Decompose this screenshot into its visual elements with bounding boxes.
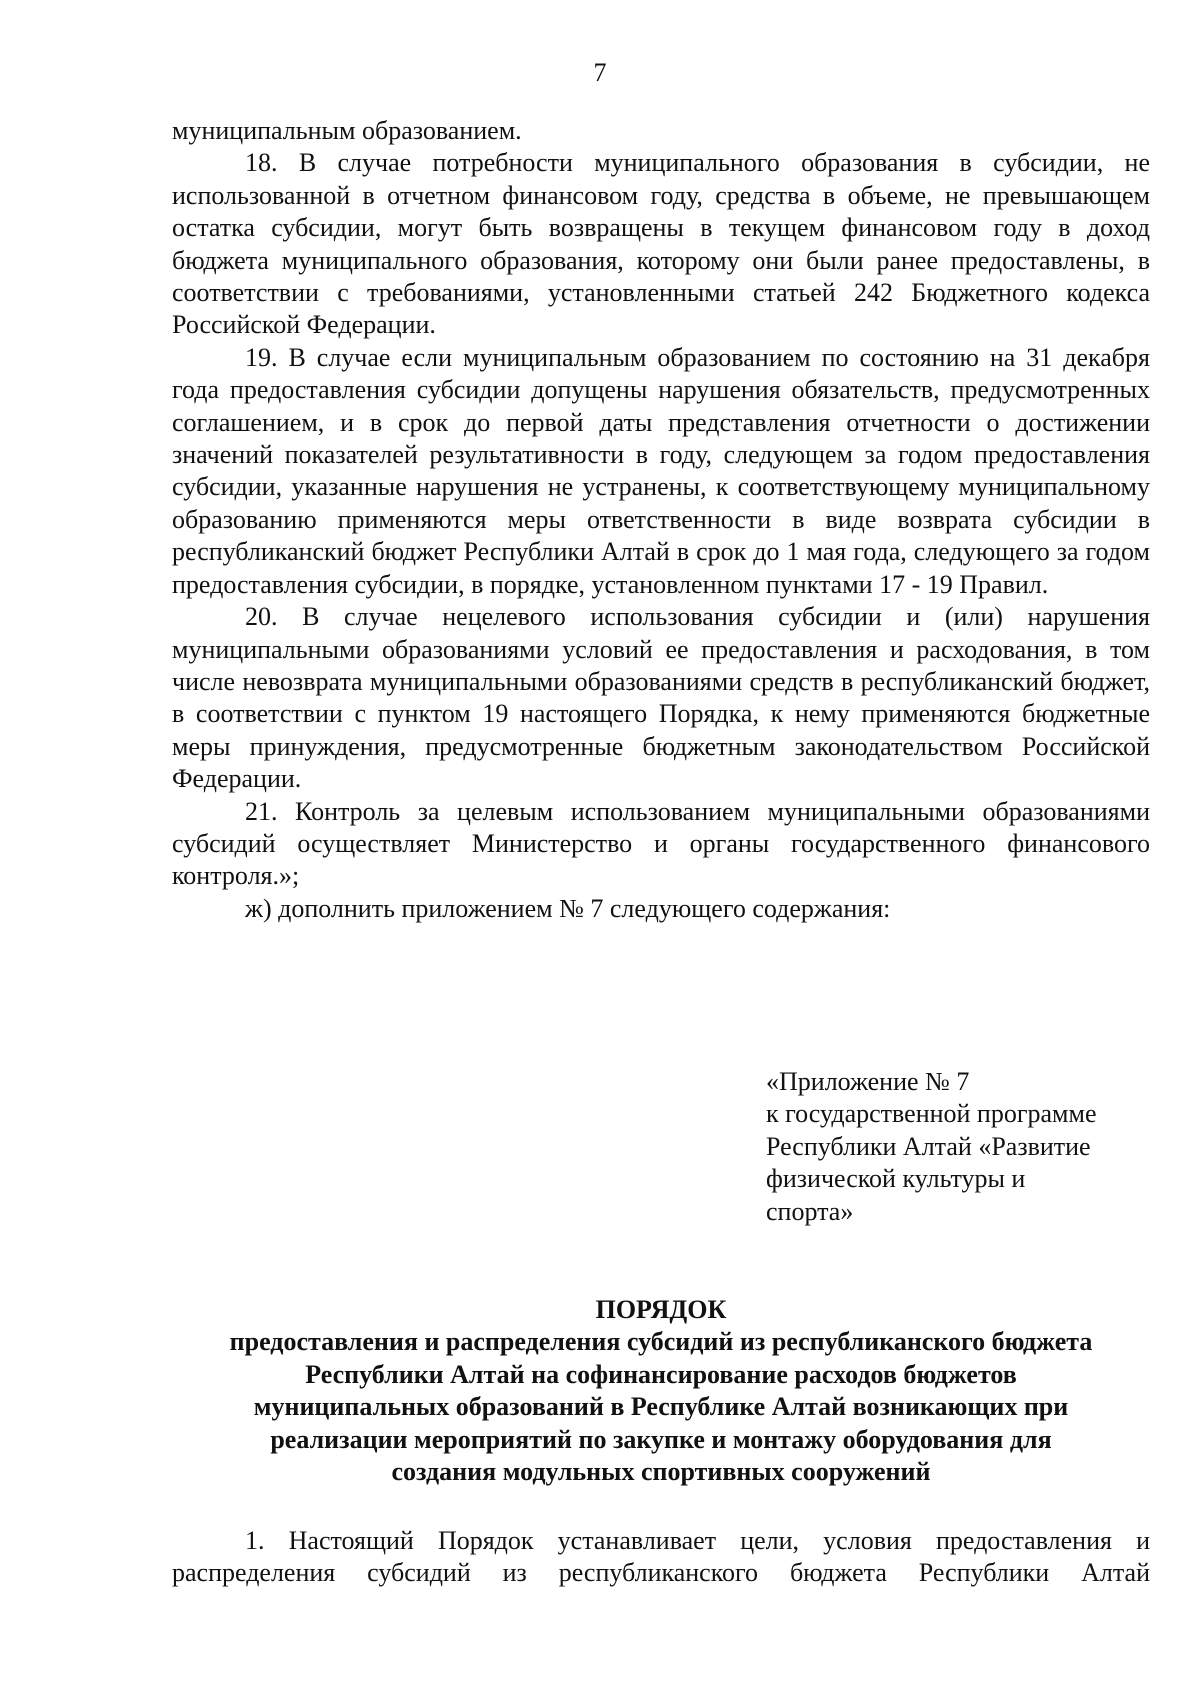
page-number: 7 bbox=[593, 58, 607, 87]
title-line: реализации мероприятий по закупке и монтажу оборудования для bbox=[270, 1424, 1052, 1454]
appendix-line: физической культуры и bbox=[766, 1164, 1026, 1194]
paragraph-21: 21. Контроль за целевым использованием муниципальными образованиями субсидий осуществляет Министерство и органы государственного финансового контроля.»; bbox=[172, 796, 1150, 891]
paragraph-20: 20. В случае нецелевого использования субсидии и (или) нарушения муниципальными образованиями условий ее предоставления и расходования, в том числе невозврата муниципальными образованиями средств в республиканский бюджет, в соответствии с пунктом 19 настоящего Порядка, к нему применяются бюджетные меры принуждения, предусмотренные бюджетным законодательством Российской Федерации. bbox=[172, 602, 1150, 794]
appendix-line: «Приложение № 7 bbox=[766, 1067, 970, 1096]
appendix-reference bbox=[766, 1066, 1166, 1228]
title-line: муниципальных образований в Республике Алтай возникающих при bbox=[253, 1392, 1069, 1422]
body-text bbox=[172, 115, 1150, 925]
appendix-line: Республики Алтай «Развитие bbox=[766, 1131, 1091, 1161]
paragraph-19: 19. В случае если муниципальным образованием по состоянию на 31 декабря года предоставления субсидии допущены нарушения обязательств, предусмотренных соглашением, и в срок до первой даты представления отчетности о достижении значений показателей результативности в году, следующем за годом предоставления субсидии, указанные нарушения не устранены, к соответствующему муниципальному образованию применяются меры ответственности в виде возврата субсидии в республиканский бюджет Республики Алтай в срок до 1 мая года, следующего за годом предоставления субсидии, в порядке, установленном пунктами 17 - 19 Правил. bbox=[172, 342, 1150, 599]
title-line: Республики Алтай на софинансирование расходов бюджетов bbox=[305, 1359, 1017, 1389]
paragraph-18: 18. В случае потребности муниципального образования в субсидии, не использованной в отчетном финансовом году, средства в объеме, не превышающем остатка субсидии, могут быть возвращены в текущем финансовом году в доход бюджета муниципального образования, которому они были ранее предоставлены, в соответствии с требованиями, установленными статьей 242 Бюджетного кодекса Российской Федерации. bbox=[172, 148, 1150, 340]
section-1-text bbox=[172, 1525, 1150, 1590]
document-title bbox=[172, 1294, 1150, 1488]
appendix-line: к государственной программе bbox=[766, 1099, 1097, 1129]
paragraph-continuation: муниципальным образованием. bbox=[172, 116, 522, 145]
title-line: создания модульных спортивных сооружений bbox=[391, 1457, 931, 1487]
appendix-line: спорта» bbox=[766, 1196, 854, 1226]
paragraph-1: 1. Настоящий Порядок устанавливает цели, условия предоставления и распределения субсидий из республиканского бюджета Республики Алтай bbox=[172, 1526, 1150, 1588]
title-line: предоставления и распределения субсидий из республиканского бюджета bbox=[229, 1327, 1093, 1357]
paragraph-zh: ж) дополнить приложением № 7 следующего содержания: bbox=[245, 893, 891, 923]
title-heading: ПОРЯДОК bbox=[595, 1295, 727, 1324]
